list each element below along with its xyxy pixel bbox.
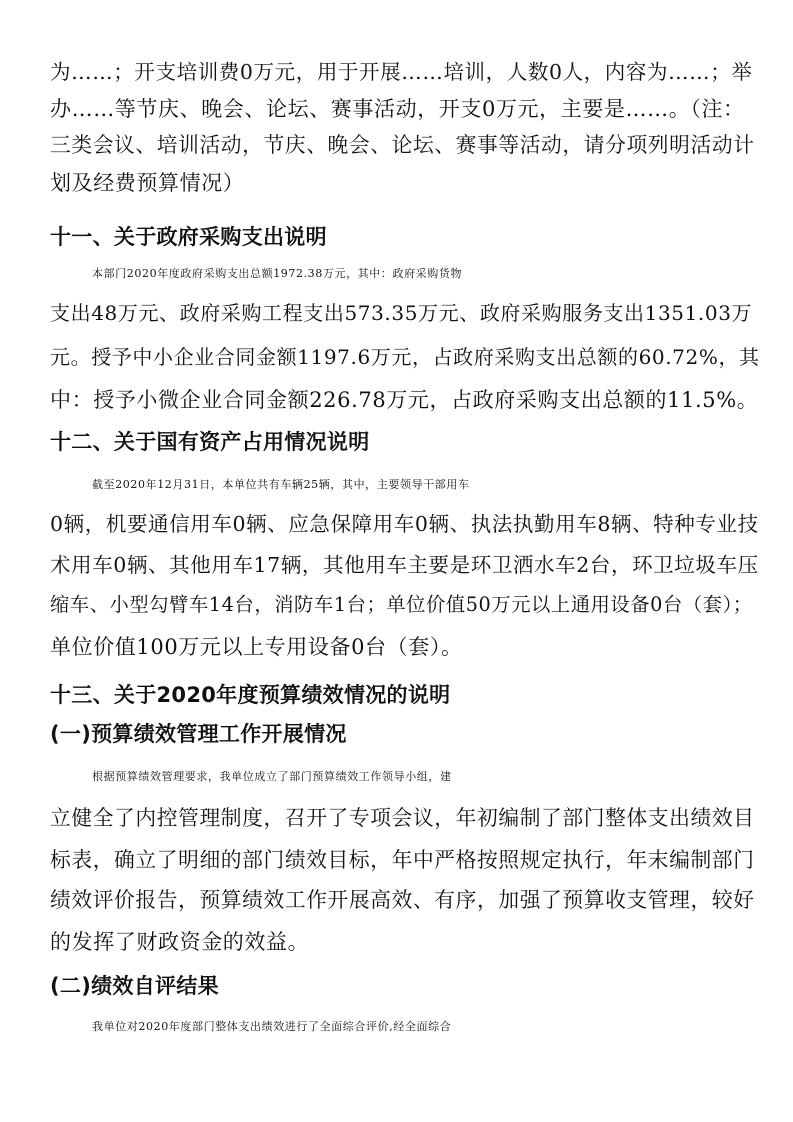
paragraph-line: 缩车、小型勾臂车14台，消防车1台；单位价值50万元以上通用设备0台（套）；	[50, 593, 753, 616]
paragraph-line: 划及经费预算情况）	[50, 171, 245, 195]
section-heading-13: 十三、关于2020年度预算绩效情况的说明	[50, 683, 451, 707]
paragraph-line: 立健全了内控管理制度，召开了专项会议，年初编制了部门整体支出绩效目	[50, 806, 755, 830]
paragraph-line: 截至2020年12月31日，本单位共有车辆25辆，其中，主要领导干部用车	[92, 478, 470, 491]
paragraph-line: 单位价值100万元以上专用设备0台（套）。	[50, 635, 463, 659]
subsection-heading-1: (一)预算绩效管理工作开展情况	[50, 722, 347, 746]
subsection-heading-2: (二)绩效自评结果	[50, 974, 219, 998]
paragraph-line: 中：授予小微企业合同金额226.78万元，占政府采购支出总额的11.5%。	[50, 388, 759, 412]
paragraph-line: 绩效评价报告，预算绩效工作开展高效、有序，加强了预算收支管理，较好	[50, 888, 755, 912]
paragraph-line: 标表，确立了明细的部门绩效目标，年中严格按照规定执行，年末编制部门	[50, 848, 755, 872]
paragraph-line: 术用车0辆、其他用车17辆，其他用车主要是环卫洒水车2台，环卫垃圾车压	[50, 553, 759, 577]
paragraph-line: 元。授予中小企业合同金额1197.6万元，占政府采购支出总额的60.72%，其	[50, 345, 760, 369]
paragraph-line: 我单位对2020年度部门整体支出绩效进行了全面综合评价,经全面综合	[92, 1020, 452, 1033]
paragraph-line: 三类会议、培训活动，节庆、晚会、论坛、赛事等活动，请分项列明活动计	[50, 133, 755, 157]
section-heading-12: 十二、关于国有资产占用情况说明	[50, 430, 370, 454]
paragraph-line: 根据预算绩效管理要求，我单位成立了部门预算绩效工作领导小组，建	[92, 770, 452, 783]
paragraph-line: 0辆，机要通信用车0辆、应急保障用车0辆、执法执勤用车8辆、特种专业技	[50, 512, 759, 536]
paragraph-line: 支出48万元、政府采购工程支出573.35万元、政府采购服务支出1351.03万	[50, 301, 753, 325]
paragraph-line: 本部门2020年度政府采购支出总额1972.38万元，其中：政府采购货物	[92, 267, 463, 280]
paragraph-line: 的发挥了财政资金的效益。	[50, 930, 310, 954]
section-heading-11: 十一、关于政府采购支出说明	[50, 225, 327, 249]
paragraph-line: 为……；开支培训费0万元，用于开展……培训，人数0人，内容为……；举	[50, 60, 753, 84]
paragraph-line: 办……等节庆、晚会、论坛、赛事活动，开支0万元，主要是……。（注：	[50, 97, 745, 121]
